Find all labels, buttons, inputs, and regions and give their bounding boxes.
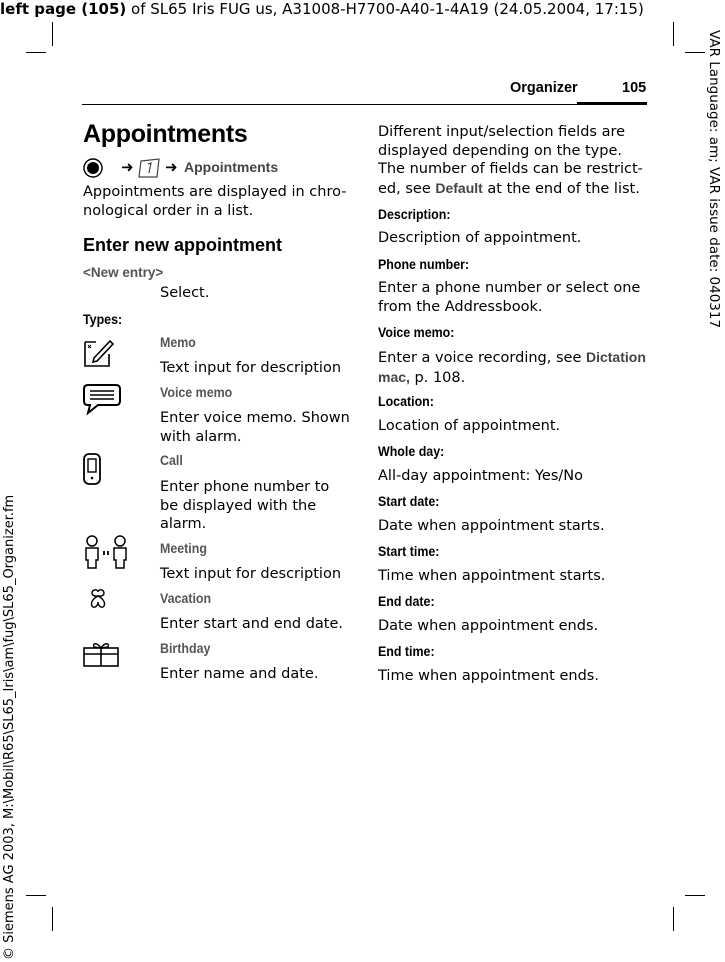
default-link[interactable]: Default (435, 179, 483, 196)
page-title: Appointments (83, 120, 248, 148)
fields-intro (378, 123, 646, 198)
field-text: Date when appointment ends. (378, 618, 599, 634)
field-label: End time: (378, 644, 435, 659)
field-text: Location of appointment. (378, 418, 561, 434)
vacation-icon (84, 588, 112, 612)
meeting-icon (82, 534, 130, 572)
type-name: Vacation (160, 591, 212, 606)
type-desc: Enter start and end date. (160, 616, 344, 632)
field-text: Description of appointment. (378, 230, 582, 246)
type-name: Meeting (160, 541, 207, 556)
navigation-key-icon (83, 158, 103, 178)
intro-paragraph: Appointments are displayed in chro-nological order in a list. (83, 184, 347, 219)
field-text: Time when appointment starts. (378, 568, 606, 584)
memo-icon (82, 336, 114, 368)
field-text: All-day appointment: Yes/No (378, 468, 583, 484)
running-head-page-rule (577, 102, 647, 105)
type-desc: Enter voice memo. Shown with alarm. (160, 410, 350, 445)
type-desc: Text input for description (160, 360, 342, 376)
running-head-rule (82, 104, 647, 105)
field-text: Time when appointment ends. (378, 668, 599, 684)
type-name: Birthday (160, 641, 211, 656)
fields-intro-text-end: at the end of the list. (482, 180, 640, 197)
dictation-mac-link[interactable]: Dictation mac, (378, 349, 646, 385)
field-label: Start date: (378, 494, 440, 509)
print-header-rest: of SL65 Iris FUG us, A31008-H7700-A40-1-4A19 (24.05.2004, 17:15) (126, 0, 644, 18)
field-text: Date when appointment starts. (378, 518, 605, 534)
type-name: Voice memo (160, 385, 233, 400)
fields-intro-text: Different input/selection fields are displayed depending on the type. The number of fields can be restrict-ed, see (378, 124, 643, 197)
field-label: Whole day: (378, 444, 445, 459)
voice-memo-icon (82, 382, 122, 416)
type-desc: Enter name and date. (160, 666, 319, 682)
section-heading: Enter new appointment (83, 235, 283, 255)
print-header (0, 0, 725, 18)
field-label: Start time: (378, 544, 440, 559)
running-head (82, 78, 647, 106)
copyright-text: © Siemens AG 2003, M:\Mobil\R65\SL65_Iris\am\fug\SL65_Organizer.fm (2, 494, 17, 960)
field-label: Voice memo: (378, 325, 455, 340)
field-label: End date: (378, 594, 435, 609)
running-head-section: Organizer (510, 80, 578, 96)
call-icon (82, 452, 104, 486)
voice-memo-text: Enter a voice recording, see (378, 350, 586, 366)
field-text: Enter a phone number or select one from the Addressbook. (378, 280, 641, 315)
type-name: Call (160, 453, 183, 468)
field-label: Phone number: (378, 257, 470, 272)
side-text-left (0, 440, 20, 960)
birthday-icon (82, 638, 120, 668)
running-head-page: 105 (622, 80, 647, 96)
select-text: Select. (160, 285, 210, 301)
side-text-right (702, 30, 724, 730)
type-name: Memo (160, 335, 196, 350)
var-language-text: VAR Language: am; VAR issue date: 040317 (706, 30, 722, 329)
voice-memo-page-ref: p. 108. (409, 369, 466, 386)
field-text (378, 348, 646, 387)
type-desc: Text input for description (160, 566, 342, 582)
new-entry-label: <New entry> (83, 265, 164, 280)
types-label: Types: (83, 312, 123, 327)
type-desc: Enter phone number to be displayed with the alarm. (160, 479, 330, 532)
menu-path (83, 157, 343, 179)
field-label: Description: (378, 207, 451, 222)
print-header-bold: left page (105) (0, 0, 127, 18)
menu-path-target: Appointments (184, 159, 279, 175)
path-arrow: ➜ (165, 158, 178, 176)
organizer-menu-icon (137, 157, 163, 179)
field-label: Location: (378, 394, 434, 409)
path-arrow: ➜ (121, 158, 134, 176)
